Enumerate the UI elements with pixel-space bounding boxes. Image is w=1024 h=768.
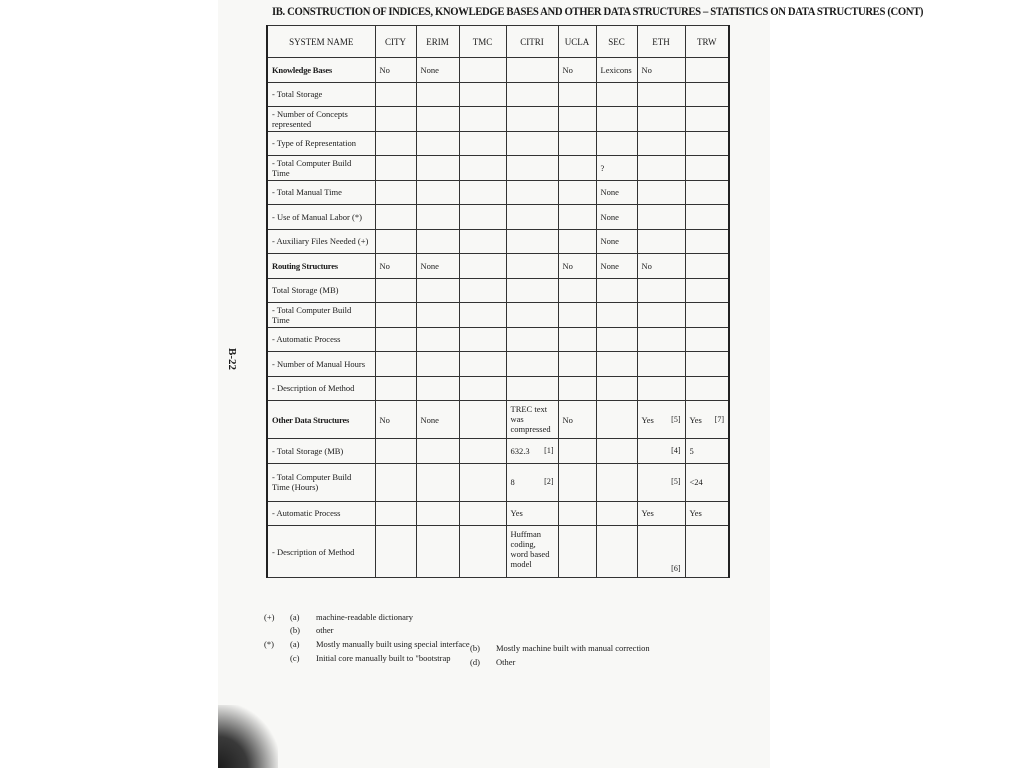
cell-value: 632.3 (510, 445, 530, 456)
table-cell (685, 526, 729, 578)
table-cell (506, 82, 558, 107)
table-row (267, 254, 729, 279)
footnote-star-marker: (*) (264, 639, 274, 649)
table-cell (416, 376, 459, 401)
table-cell: None (416, 401, 459, 439)
row-label: - Total Storage (267, 82, 375, 107)
table-cell (596, 107, 637, 132)
table-cell: None (416, 254, 459, 279)
row-label: Routing Structures (267, 254, 375, 279)
table-row (267, 205, 729, 230)
footnote-text: machine-readable dictionary (316, 612, 413, 622)
footnote-text: Initial core manually built to "bootstrap (316, 653, 451, 663)
table-cell (459, 229, 506, 254)
table-cell (459, 327, 506, 352)
cell-note-ref: [6] (671, 564, 681, 573)
table-cell (558, 352, 596, 377)
table-cell (416, 352, 459, 377)
row-label: - Total Computer Build Time (267, 156, 375, 181)
footnote-text: Mostly manually built using special interface (316, 639, 470, 649)
footnotes (262, 612, 682, 676)
table-cell (459, 180, 506, 205)
table-cell (637, 229, 685, 254)
table-cell (459, 254, 506, 279)
table-cell (685, 82, 729, 107)
table-cell: <24 (685, 463, 729, 501)
cell-value: Yes (689, 414, 702, 425)
table-cell (596, 501, 637, 526)
cell-note-ref: [1] (544, 445, 554, 455)
table-cell (506, 439, 558, 464)
footnote-key: (a) (290, 639, 300, 649)
table-cell (506, 352, 558, 377)
cell-note-ref: [4] (671, 445, 681, 455)
row-label: - Number of Concepts represented (267, 107, 375, 132)
table-cell (506, 156, 558, 181)
table-row (267, 278, 729, 303)
table-cell (558, 82, 596, 107)
table-cell (506, 254, 558, 279)
row-label: - Total Storage (MB) (267, 439, 375, 464)
table-cell: None (596, 229, 637, 254)
footnote-key: (b) (290, 625, 300, 635)
table-cell (416, 526, 459, 578)
table-cell (558, 156, 596, 181)
table-cell (375, 82, 416, 107)
row-label: Other Data Structures (267, 401, 375, 439)
table-cell (558, 205, 596, 230)
column-header-citri: CITRI (506, 26, 558, 58)
table-cell (685, 254, 729, 279)
table-cell (416, 156, 459, 181)
table-cell (506, 278, 558, 303)
table-cell (685, 352, 729, 377)
table-cell (506, 205, 558, 230)
table-row (267, 107, 729, 132)
table-cell (459, 107, 506, 132)
table-cell (637, 401, 685, 439)
table-cell (375, 376, 416, 401)
table-cell (459, 352, 506, 377)
table-cell (596, 278, 637, 303)
footnote-key: (b) (470, 643, 480, 653)
table-cell (375, 278, 416, 303)
table-cell (558, 303, 596, 328)
table-cell (459, 501, 506, 526)
footnote-plus-marker: (+) (264, 612, 275, 622)
column-header-erim: ERIM (416, 26, 459, 58)
table-cell (596, 352, 637, 377)
table-cell: No (637, 254, 685, 279)
table-cell (685, 180, 729, 205)
table-row (267, 352, 729, 377)
table-row (267, 526, 729, 578)
table-row (267, 303, 729, 328)
table-cell: Yes (685, 501, 729, 526)
table-cell (416, 303, 459, 328)
table-cell (375, 229, 416, 254)
table-cell (459, 58, 506, 83)
table-cell (416, 180, 459, 205)
table-cell (596, 526, 637, 578)
table-body (267, 58, 729, 578)
table-cell (459, 401, 506, 439)
table-cell: Huffman coding, word based model (506, 526, 558, 578)
table-cell: None (416, 58, 459, 83)
table-cell (596, 327, 637, 352)
statistics-table (266, 25, 730, 578)
table-cell (416, 131, 459, 156)
row-label: Knowledge Bases (267, 58, 375, 83)
table-cell (375, 439, 416, 464)
table-cell (637, 107, 685, 132)
footnote-key: (c) (290, 653, 300, 663)
table-cell: No (558, 254, 596, 279)
table-cell (416, 439, 459, 464)
table-cell (558, 463, 596, 501)
table-row (267, 501, 729, 526)
row-label: - Description of Method (267, 526, 375, 578)
table-cell: None (596, 205, 637, 230)
table-cell (637, 156, 685, 181)
table-cell: No (375, 254, 416, 279)
table-cell (558, 501, 596, 526)
table-cell (596, 401, 637, 439)
table-cell (596, 82, 637, 107)
table-cell (375, 501, 416, 526)
table-cell (685, 205, 729, 230)
table-cell (506, 58, 558, 83)
table-cell (558, 327, 596, 352)
table-cell (459, 439, 506, 464)
table-cell (637, 278, 685, 303)
table-cell (416, 463, 459, 501)
table-cell: Lexicons (596, 58, 637, 83)
row-label: - Number of Manual Hours (267, 352, 375, 377)
table-cell (506, 303, 558, 328)
table-cell (459, 278, 506, 303)
table-cell (375, 180, 416, 205)
table-cell (637, 526, 685, 578)
table-cell (459, 205, 506, 230)
table-row (267, 131, 729, 156)
table-cell: No (558, 58, 596, 83)
table-cell (558, 180, 596, 205)
table-cell (416, 501, 459, 526)
table-cell (416, 205, 459, 230)
row-label: - Type of Representation (267, 131, 375, 156)
cell-note-ref: [7] (714, 414, 724, 424)
table-cell (416, 107, 459, 132)
table-cell (375, 156, 416, 181)
table-cell (558, 278, 596, 303)
table-row (267, 401, 729, 439)
table-cell: 5 (685, 439, 729, 464)
table-row (267, 229, 729, 254)
column-header-system-name: SYSTEM NAME (267, 26, 375, 58)
table-row (267, 82, 729, 107)
cell-note-ref: [5] (671, 414, 681, 424)
table-cell (375, 526, 416, 578)
table-cell (596, 131, 637, 156)
table-cell: No (558, 401, 596, 439)
table-cell: No (637, 58, 685, 83)
table-row (267, 58, 729, 83)
table-cell (506, 229, 558, 254)
table-header-row (267, 26, 729, 58)
table-cell (558, 376, 596, 401)
table-cell (637, 463, 685, 501)
cell-note-ref: [5] (671, 477, 681, 486)
table-cell (685, 107, 729, 132)
table-cell (637, 205, 685, 230)
table-cell (506, 376, 558, 401)
column-header-trw: TRW (685, 26, 729, 58)
table-cell (558, 107, 596, 132)
table-cell (416, 327, 459, 352)
table-cell (416, 229, 459, 254)
table-cell (637, 303, 685, 328)
table-cell (637, 376, 685, 401)
footnote-key: (a) (290, 612, 300, 622)
table-cell (596, 439, 637, 464)
table-cell (637, 180, 685, 205)
table-cell (637, 439, 685, 464)
table-cell (685, 58, 729, 83)
row-label: Total Storage (MB) (267, 278, 375, 303)
table-cell (558, 131, 596, 156)
table-cell (596, 303, 637, 328)
table-cell (506, 463, 558, 501)
page-title: IB. CONSTRUCTION OF INDICES, KNOWLEDGE BASES AND OTHER DATA STRUCTURES – STATISTICS ON DATA STRUCTURES (CONT) (272, 6, 924, 18)
table-cell (375, 463, 416, 501)
page-number: B-22 (226, 348, 238, 370)
table-cell (558, 229, 596, 254)
table-cell (416, 82, 459, 107)
table-cell: No (375, 401, 416, 439)
table-cell (637, 82, 685, 107)
column-header-sec: SEC (596, 26, 637, 58)
table-cell (558, 526, 596, 578)
table-cell: None (596, 254, 637, 279)
cell-value: 8 (510, 477, 515, 487)
table-cell (637, 327, 685, 352)
table-cell (375, 303, 416, 328)
footnote-text: Other (496, 657, 516, 667)
table-cell (459, 463, 506, 501)
table-cell (459, 303, 506, 328)
table-cell: Yes (637, 501, 685, 526)
table-cell (506, 131, 558, 156)
table-cell (375, 352, 416, 377)
table-cell (375, 107, 416, 132)
row-label: - Automatic Process (267, 501, 375, 526)
table-cell (685, 229, 729, 254)
footnote-key: (d) (470, 657, 480, 667)
footnote-text: Mostly machine built with manual correction (496, 643, 650, 653)
table-cell: Yes (506, 501, 558, 526)
table-cell (506, 180, 558, 205)
table-cell (685, 156, 729, 181)
row-label: - Automatic Process (267, 327, 375, 352)
row-label: - Total Computer Build Time (Hours) (267, 463, 375, 501)
table-cell: TREC text was compressed (506, 401, 558, 439)
row-label: - Total Manual Time (267, 180, 375, 205)
table-cell (506, 107, 558, 132)
table-cell (596, 463, 637, 501)
table-cell (459, 131, 506, 156)
table-cell (596, 376, 637, 401)
table-cell (506, 327, 558, 352)
table-cell (685, 131, 729, 156)
cell-value: Yes (641, 414, 654, 425)
row-label: - Description of Method (267, 376, 375, 401)
table-cell (459, 376, 506, 401)
cell-note-ref: [2] (544, 477, 554, 486)
row-label: - Auxiliary Files Needed (+) (267, 229, 375, 254)
table-cell: None (596, 180, 637, 205)
table-row (267, 376, 729, 401)
footnote-text: other (316, 625, 334, 635)
table-cell (459, 526, 506, 578)
table-cell (459, 156, 506, 181)
table-cell (375, 327, 416, 352)
table-cell (459, 82, 506, 107)
row-label: - Total Computer Build Time (267, 303, 375, 328)
scan-shadow (218, 705, 278, 768)
table-cell (685, 278, 729, 303)
table-cell: No (375, 58, 416, 83)
table-cell (685, 303, 729, 328)
table-row (267, 463, 729, 501)
column-header-tmc: TMC (459, 26, 506, 58)
table-cell (558, 439, 596, 464)
column-header-eth: ETH (637, 26, 685, 58)
table-row (267, 439, 729, 464)
table-row (267, 327, 729, 352)
table-cell (685, 327, 729, 352)
table-cell (685, 376, 729, 401)
table-cell (375, 205, 416, 230)
table-row (267, 180, 729, 205)
table-row (267, 156, 729, 181)
column-header-city: CITY (375, 26, 416, 58)
table-cell (637, 352, 685, 377)
row-label: - Use of Manual Labor (*) (267, 205, 375, 230)
table-cell (685, 401, 729, 439)
table-cell: ? (596, 156, 637, 181)
table-cell (416, 278, 459, 303)
table-cell (375, 131, 416, 156)
table-cell (637, 131, 685, 156)
column-header-ucla: UCLA (558, 26, 596, 58)
